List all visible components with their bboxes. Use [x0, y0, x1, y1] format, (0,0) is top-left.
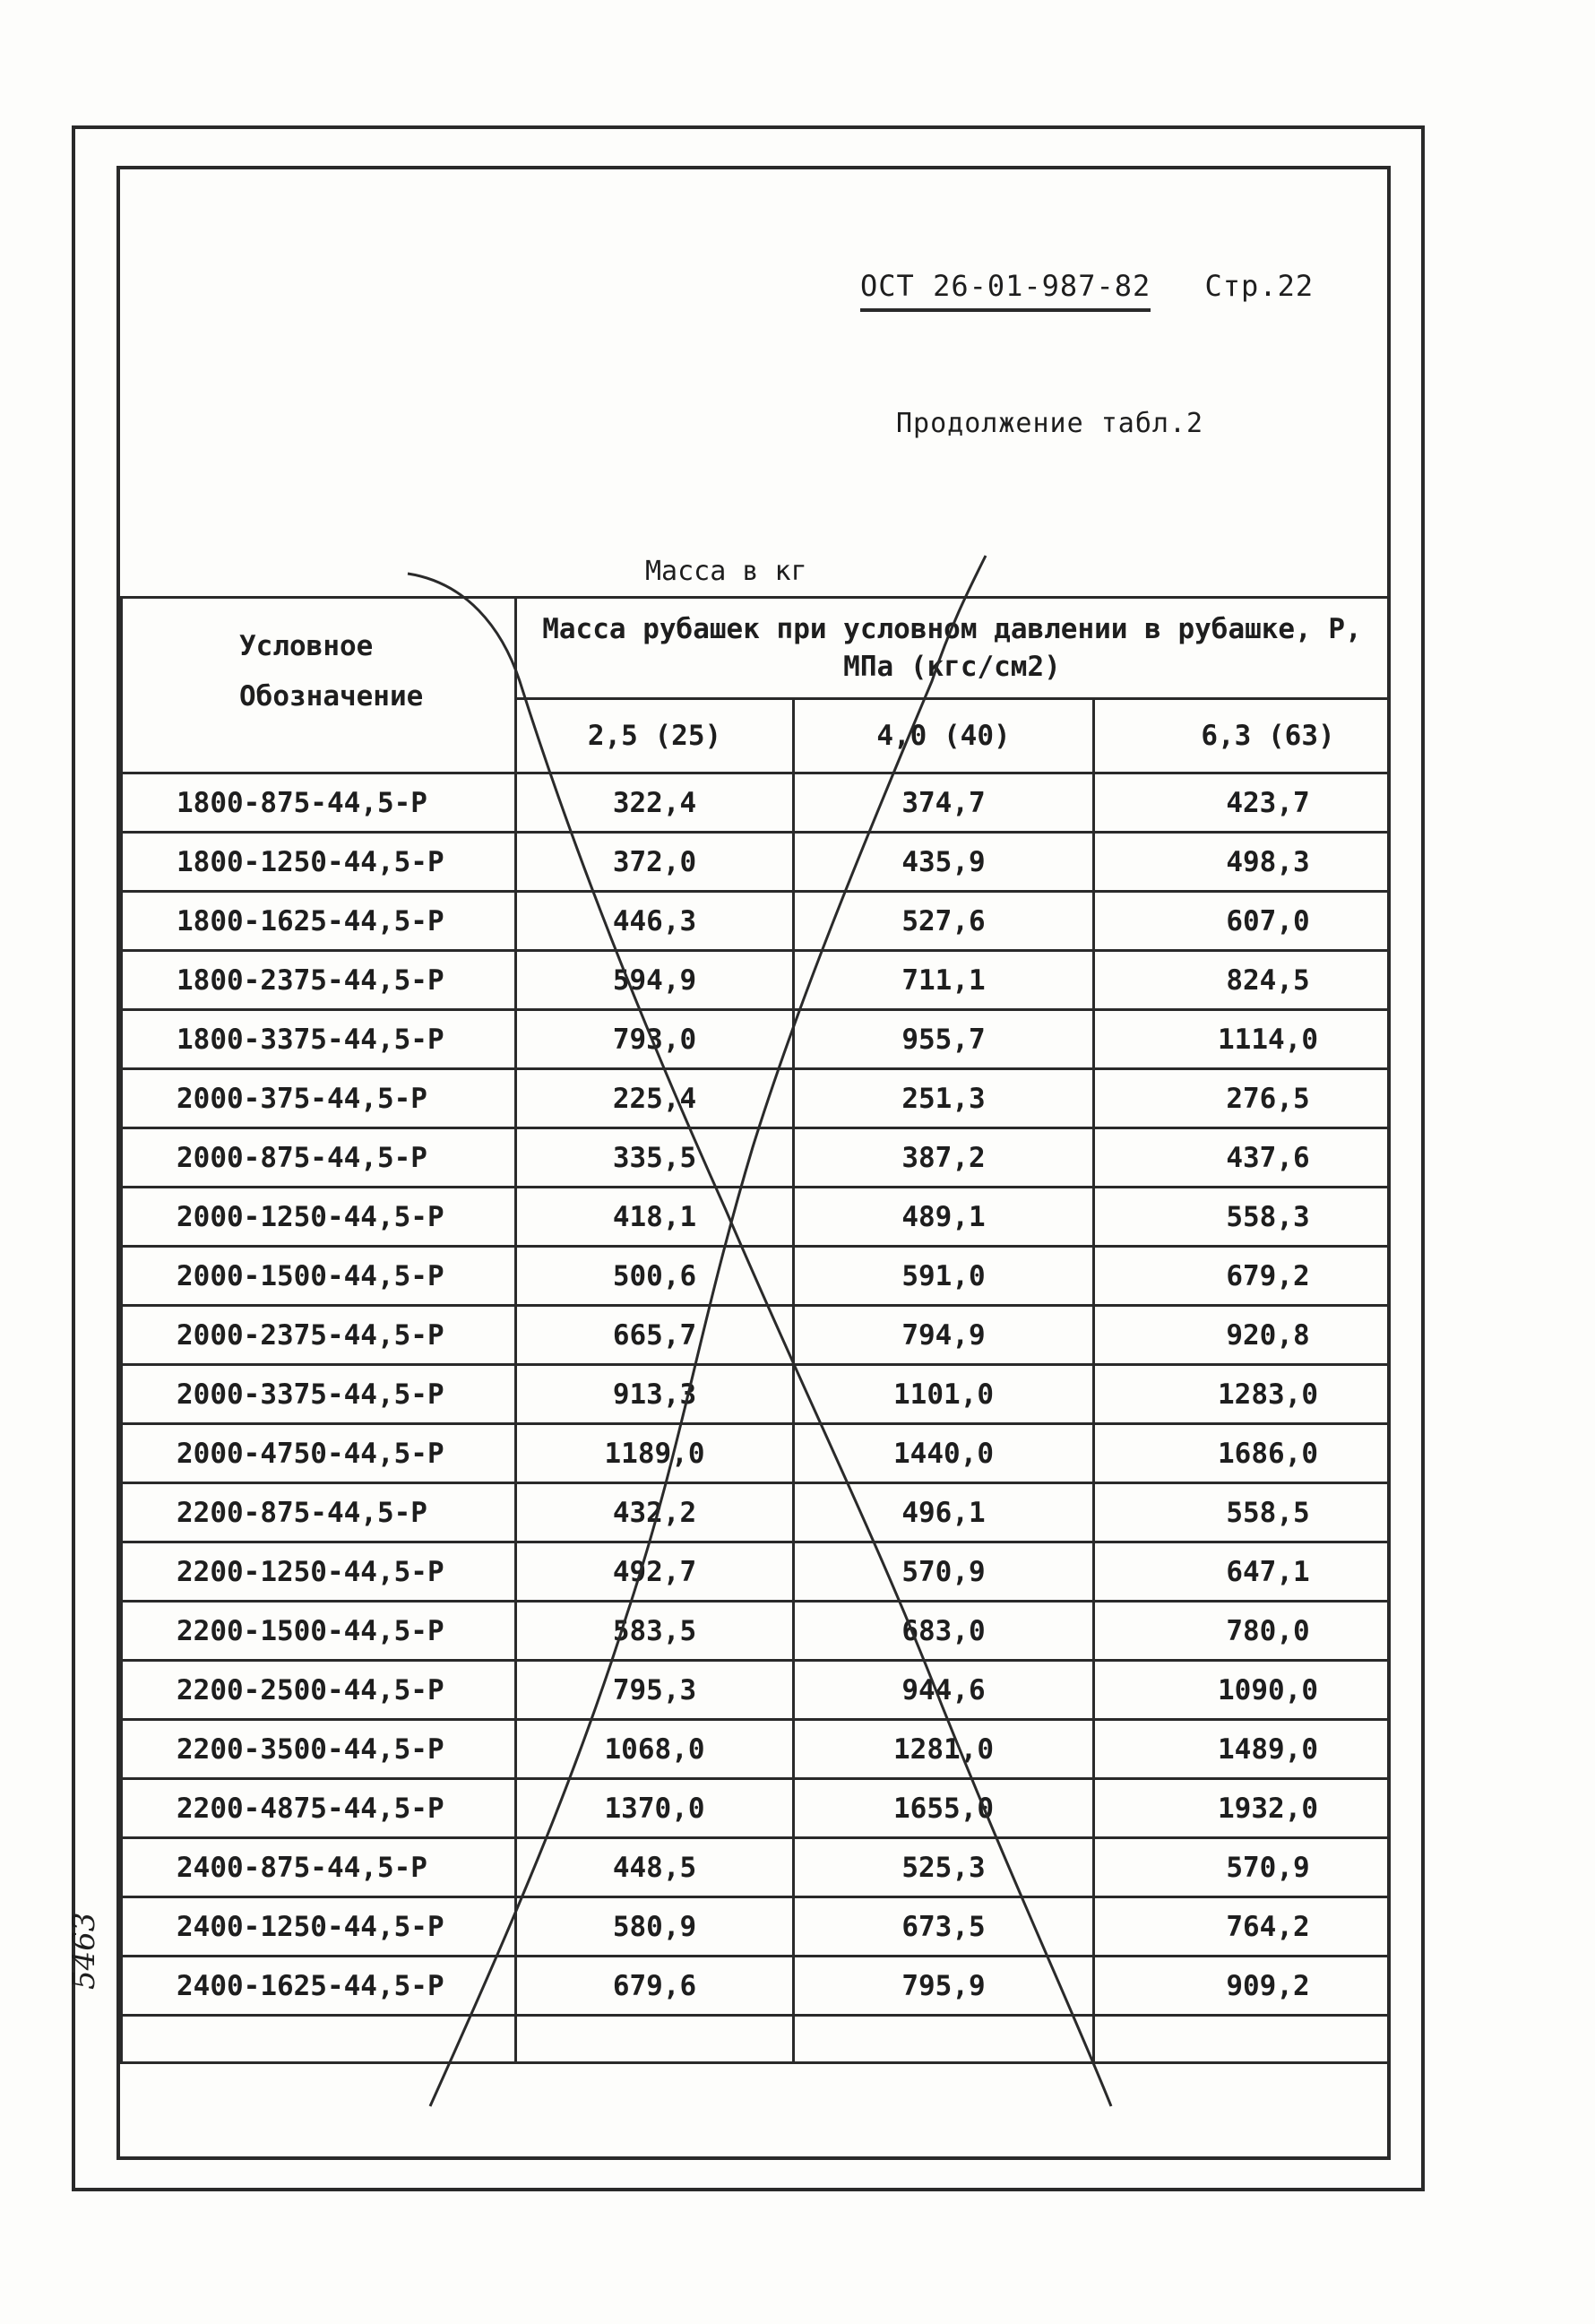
mass-value-cell: 489,1	[794, 1188, 1094, 1247]
table-row	[122, 1720, 1389, 1779]
mass-value-cell: 673,5	[794, 1897, 1094, 1957]
mass-value-cell: 647,1	[1094, 1542, 1389, 1602]
mass-value-cell: 1440,0	[794, 1424, 1094, 1483]
designation-cell: 2200-2500-44,5-P	[122, 1661, 516, 1720]
table-row	[122, 1897, 1389, 1957]
designation-cell: 2000-3375-44,5-P	[122, 1365, 516, 1424]
mass-value-cell: 418,1	[516, 1188, 794, 1247]
mass-value-cell: 432,2	[516, 1483, 794, 1542]
table-row	[122, 773, 1389, 833]
mass-value-cell: 764,2	[1094, 1897, 1389, 1957]
mass-value-cell: 437,6	[1094, 1128, 1389, 1188]
designation-cell: 2400-875-44,5-P	[122, 1838, 516, 1897]
mass-value-cell: 1114,0	[1094, 1010, 1389, 1069]
designation-cell: 2400-1250-44,5-P	[122, 1897, 516, 1957]
mass-value-cell: 1370,0	[516, 1779, 794, 1838]
mass-value-cell: 500,6	[516, 1247, 794, 1306]
table-body	[122, 773, 1389, 2016]
mass-value-cell: 498,3	[1094, 833, 1389, 892]
table-row	[122, 1365, 1389, 1424]
empty-cell	[122, 2016, 516, 2063]
mass-value-cell: 496,1	[794, 1483, 1094, 1542]
mass-value-cell: 591,0	[794, 1247, 1094, 1306]
mass-value-cell: 570,9	[1094, 1838, 1389, 1897]
mass-value-cell: 795,3	[516, 1661, 794, 1720]
mass-value-cell: 607,0	[1094, 892, 1389, 951]
table-row	[122, 1424, 1389, 1483]
mass-value-cell: 580,9	[516, 1897, 794, 1957]
empty-cell	[516, 2016, 794, 2063]
mass-value-cell: 387,2	[794, 1128, 1094, 1188]
mass-value-cell: 909,2	[1094, 1957, 1389, 2016]
mass-value-cell: 824,5	[1094, 951, 1389, 1010]
designation-cell: 2200-875-44,5-P	[122, 1483, 516, 1542]
mass-value-cell: 1189,0	[516, 1424, 794, 1483]
mass-value-cell: 1068,0	[516, 1720, 794, 1779]
empty-cell	[794, 2016, 1094, 2063]
mass-value-cell: 955,7	[794, 1010, 1094, 1069]
table-row	[122, 1483, 1389, 1542]
designation-cell: 2200-3500-44,5-P	[122, 1720, 516, 1779]
document-code-line	[860, 269, 1314, 303]
mass-value-cell: 558,3	[1094, 1188, 1389, 1247]
empty-cell	[1094, 2016, 1389, 2063]
table-caption: Масса в кг	[645, 556, 807, 587]
mass-value-cell: 374,7	[794, 773, 1094, 833]
mass-value-cell: 794,9	[794, 1306, 1094, 1365]
designation-cell: 2000-1250-44,5-P	[122, 1188, 516, 1247]
table-row	[122, 1069, 1389, 1128]
table-row	[122, 1188, 1389, 1247]
designation-cell: 1800-2375-44,5-P	[122, 951, 516, 1010]
mass-value-cell: 558,5	[1094, 1483, 1389, 1542]
table-empty-row	[122, 2016, 1389, 2063]
table-row	[122, 1602, 1389, 1661]
table-row	[122, 833, 1389, 892]
table-row	[122, 1010, 1389, 1069]
document-code: ОСТ 26-01-987-82	[860, 269, 1151, 312]
mass-value-cell: 594,9	[516, 951, 794, 1010]
mass-value-cell: 1283,0	[1094, 1365, 1389, 1424]
designation-cell: 1800-1250-44,5-P	[122, 833, 516, 892]
mass-value-cell: 446,3	[516, 892, 794, 951]
designation-cell: 2200-4875-44,5-P	[122, 1779, 516, 1838]
mass-value-cell: 1932,0	[1094, 1779, 1389, 1838]
mass-value-cell: 1489,0	[1094, 1720, 1389, 1779]
mass-value-cell: 944,6	[794, 1661, 1094, 1720]
table-row	[122, 1247, 1389, 1306]
table-row	[122, 892, 1389, 951]
mass-value-cell: 711,1	[794, 951, 1094, 1010]
designation-cell: 2000-1500-44,5-P	[122, 1247, 516, 1306]
mass-value-cell: 525,3	[794, 1838, 1094, 1897]
pressure-group-header: Масса рубашек при условном давлении в рубашке, P, МПа (кгс/см2)	[516, 598, 1389, 699]
designation-header: Условное Обозначение	[122, 598, 516, 773]
designation-cell: 1800-875-44,5-P	[122, 773, 516, 833]
table-row	[122, 1957, 1389, 2016]
designation-cell: 2000-2375-44,5-P	[122, 1306, 516, 1365]
table-row	[122, 1306, 1389, 1365]
mass-value-cell: 679,6	[516, 1957, 794, 2016]
mass-value-cell: 276,5	[1094, 1069, 1389, 1128]
mass-value-cell: 435,9	[794, 833, 1094, 892]
table-row	[122, 1128, 1389, 1188]
mass-value-cell: 913,3	[516, 1365, 794, 1424]
table-row	[122, 951, 1389, 1010]
mass-value-cell: 448,5	[516, 1838, 794, 1897]
mass-value-cell: 920,8	[1094, 1306, 1389, 1365]
side-handwritten-number: 5463	[66, 1912, 102, 1990]
designation-cell: 2000-375-44,5-P	[122, 1069, 516, 1128]
table-row	[122, 1542, 1389, 1602]
designation-cell: 2200-1250-44,5-P	[122, 1542, 516, 1602]
designation-cell: 2000-875-44,5-P	[122, 1128, 516, 1188]
mass-value-cell: 793,0	[516, 1010, 794, 1069]
mass-value-cell: 795,9	[794, 1957, 1094, 2016]
mass-value-cell: 1090,0	[1094, 1661, 1389, 1720]
mass-value-cell: 679,2	[1094, 1247, 1389, 1306]
pressure-col-header: 2,5 (25)	[516, 699, 794, 773]
mass-value-cell: 225,4	[516, 1069, 794, 1128]
mass-value-cell: 1101,0	[794, 1365, 1094, 1424]
mass-value-cell: 683,0	[794, 1602, 1094, 1661]
pressure-col-header: 4,0 (40)	[794, 699, 1094, 773]
mass-value-cell: 1655,0	[794, 1779, 1094, 1838]
mass-value-cell: 423,7	[1094, 773, 1389, 833]
mass-value-cell: 1281,0	[794, 1720, 1094, 1779]
mass-value-cell: 492,7	[516, 1542, 794, 1602]
mass-value-cell: 780,0	[1094, 1602, 1389, 1661]
pressure-col-header: 6,3 (63)	[1094, 699, 1389, 773]
designation-cell: 2400-1625-44,5-P	[122, 1957, 516, 2016]
mass-value-cell: 372,0	[516, 833, 794, 892]
table-row	[122, 1779, 1389, 1838]
mass-value-cell: 251,3	[794, 1069, 1094, 1128]
mass-value-cell: 335,5	[516, 1128, 794, 1188]
mass-table	[120, 596, 1390, 2064]
page-number: Стр.22	[1204, 269, 1315, 303]
mass-value-cell: 1686,0	[1094, 1424, 1389, 1483]
mass-value-cell: 665,7	[516, 1306, 794, 1365]
mass-value-cell: 322,4	[516, 773, 794, 833]
continuation-label: Продолжение табл.2	[896, 408, 1204, 439]
designation-cell: 1800-1625-44,5-P	[122, 892, 516, 951]
table-row	[122, 1661, 1389, 1720]
designation-cell: 1800-3375-44,5-P	[122, 1010, 516, 1069]
table-row	[122, 1838, 1389, 1897]
mass-value-cell: 527,6	[794, 892, 1094, 951]
mass-value-cell: 570,9	[794, 1542, 1094, 1602]
mass-value-cell: 583,5	[516, 1602, 794, 1661]
designation-cell: 2200-1500-44,5-P	[122, 1602, 516, 1661]
designation-cell: 2000-4750-44,5-P	[122, 1424, 516, 1483]
